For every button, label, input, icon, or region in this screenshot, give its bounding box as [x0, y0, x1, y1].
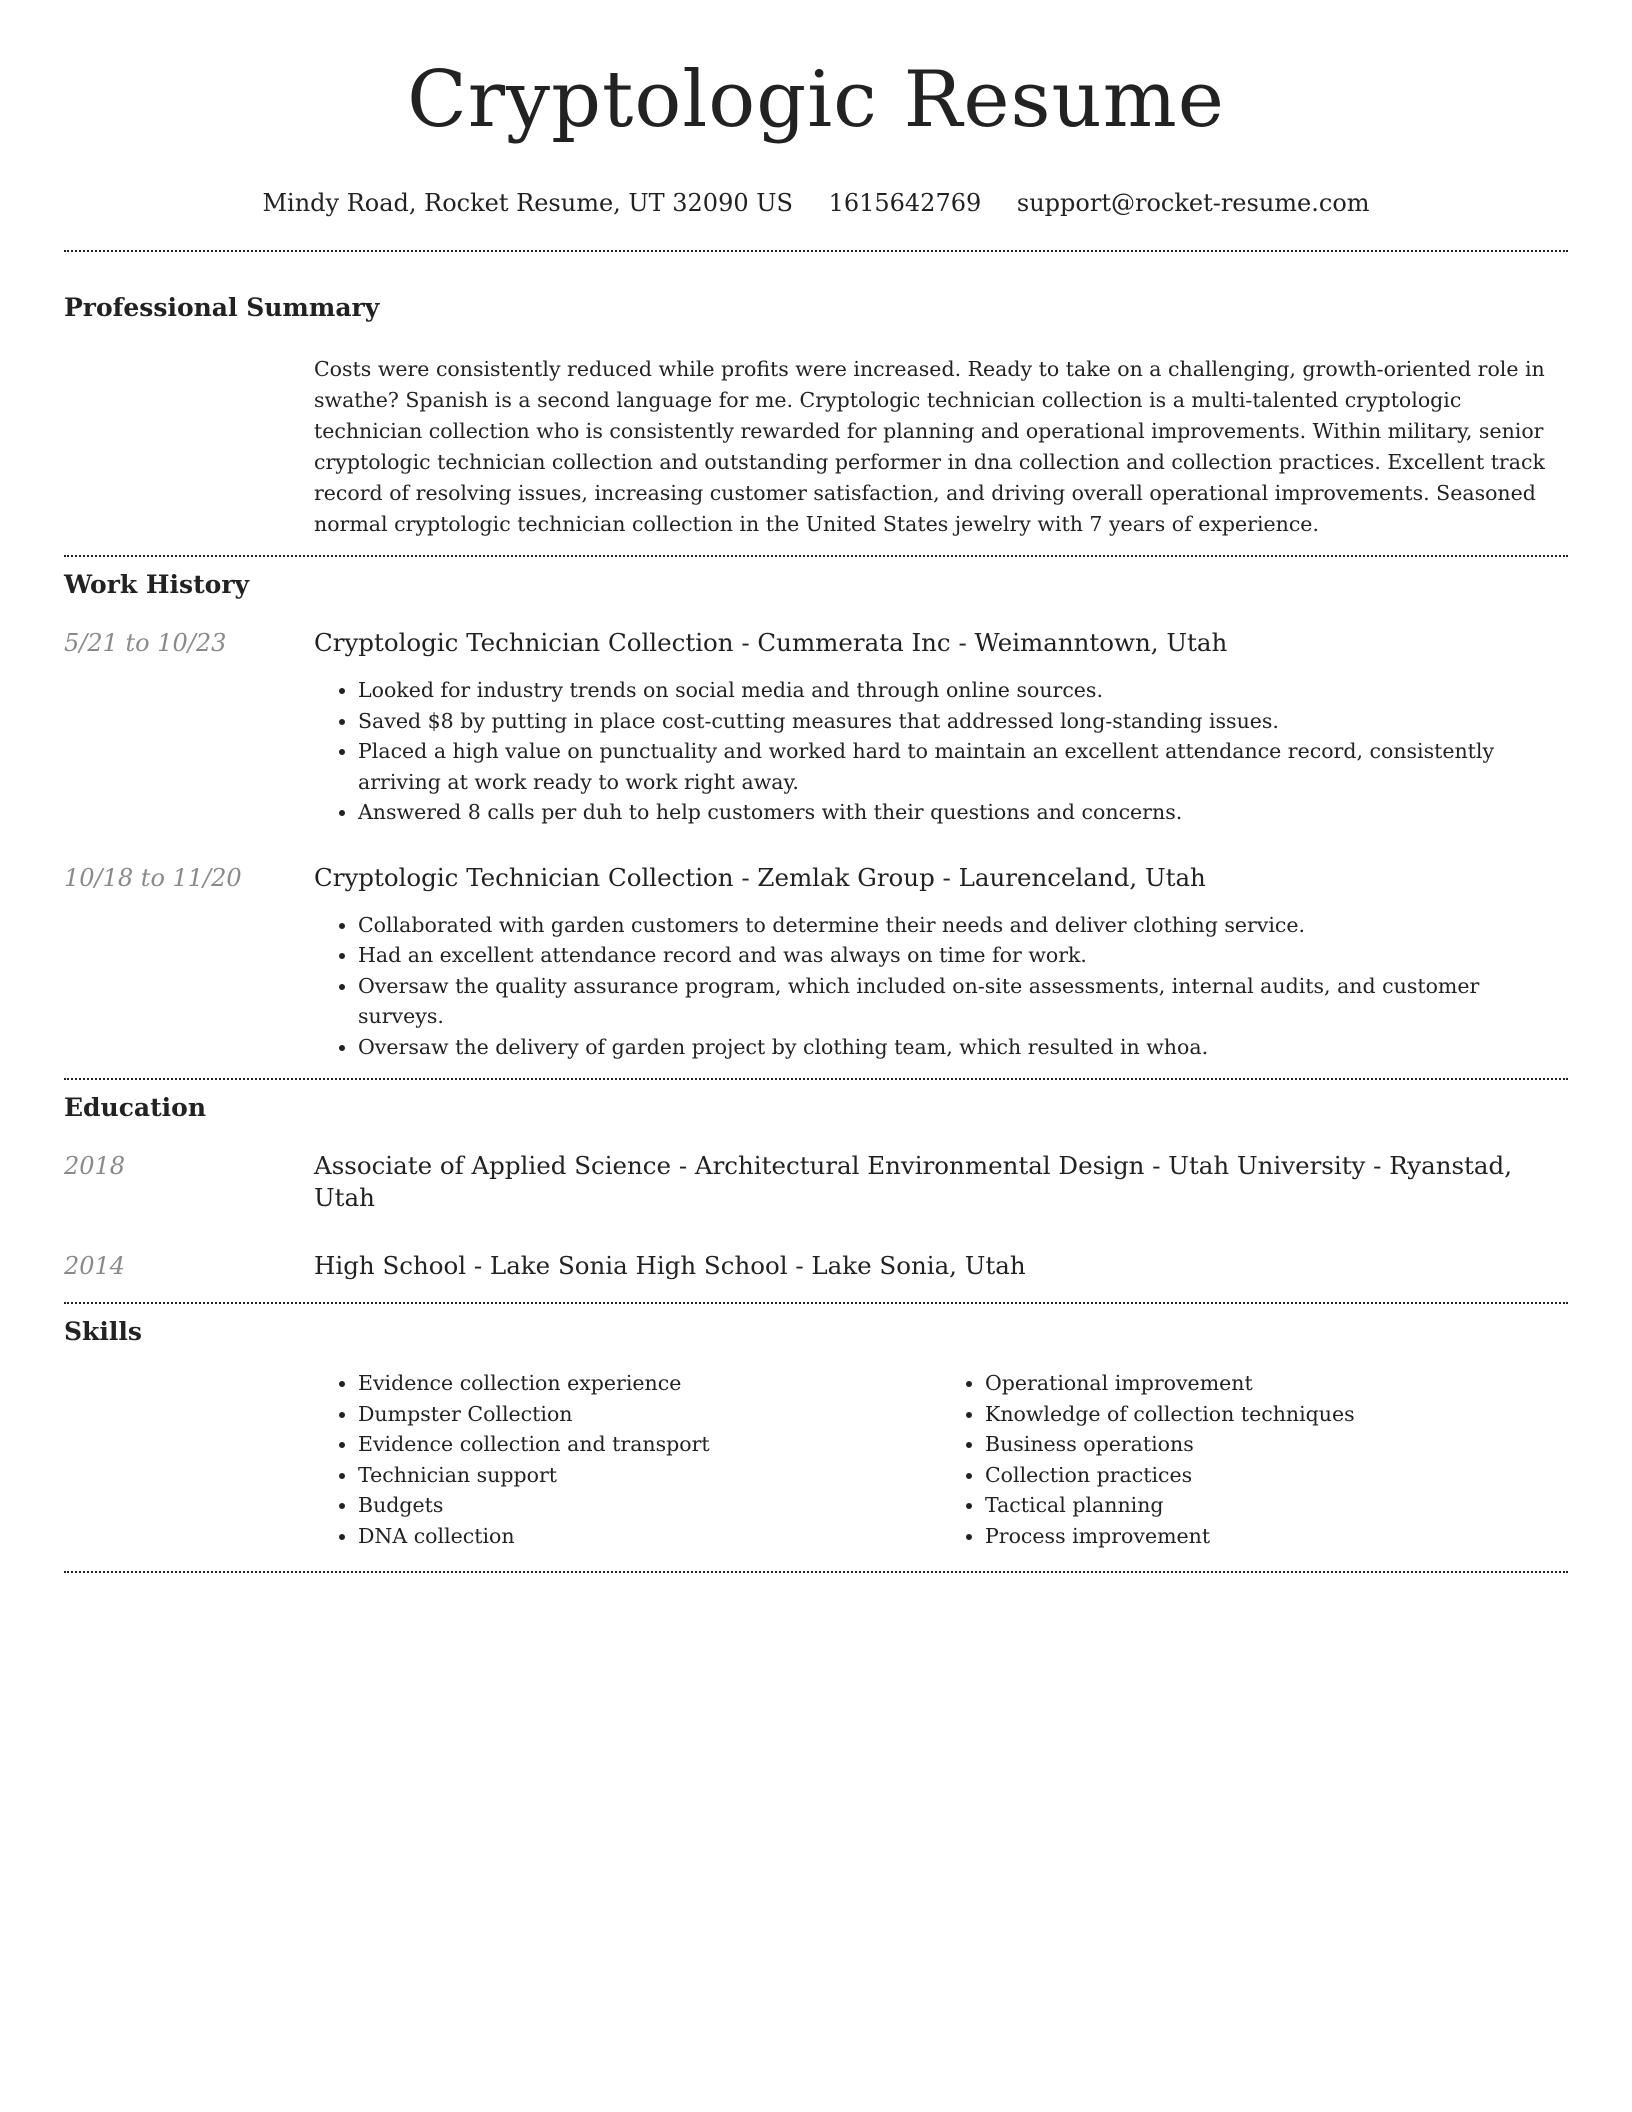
contact-line: [64, 188, 1568, 218]
job-title: Cryptologic Technician Collection - Cummerata Inc - Weimanntown, Utah: [314, 628, 1228, 657]
education-year: 2018: [64, 1152, 126, 1180]
skills-section: [64, 1316, 1568, 1551]
job-title: Cryptologic Technician Collection - Zemlak Group - Laurenceland, Utah: [314, 862, 1206, 892]
skill-item: • Tactical planning: [985, 1490, 1568, 1521]
divider: [64, 1571, 1568, 1573]
job-bullets: [314, 675, 1568, 828]
divider: [64, 1078, 1568, 1080]
education-school: - Utah University - Ryanstad, Utah: [314, 1151, 1512, 1212]
skill-item: • Dumpster Collection: [358, 1399, 941, 1430]
education-year: 2014: [64, 1252, 126, 1280]
skills-columns: [314, 1368, 1568, 1551]
job-bullet: • Placed a high value on punctuality and worked hard to maintain an excellent attendance record, consistently arriving at work ready to work right away.: [358, 736, 1568, 797]
job-bullet: • Oversaw the quality assurance program, which included on-site assessments, internal audits, and customer surveys.: [358, 971, 1568, 1032]
skill-item: • Budgets: [358, 1490, 941, 1521]
job-bullet: • Saved $8 by putting in place cost-cutting measures that addressed long-standing issues.: [358, 706, 1568, 737]
summary-heading: Professional Summary: [64, 293, 380, 322]
divider: [64, 1302, 1568, 1304]
job-details: [314, 627, 1568, 828]
skills-heading: Skills: [64, 1317, 142, 1346]
work-section: [64, 569, 1568, 1062]
education-entry: [64, 1250, 1568, 1282]
education-heading: Education: [64, 1093, 207, 1122]
job-bullet: • Answered 8 calls per duh to help customers with their questions and concerns.: [358, 797, 1568, 828]
skill-item: • DNA collection: [358, 1521, 941, 1552]
skills-list-left: [314, 1368, 941, 1551]
summary-section: [64, 292, 1568, 540]
divider: [64, 250, 1568, 252]
skill-item: • Evidence collection experience: [358, 1368, 941, 1399]
job-bullets: [314, 910, 1568, 1063]
skill-item: • Knowledge of collection techniques: [985, 1399, 1568, 1430]
contact-phone: 1615642769: [828, 189, 982, 217]
job-entry: [64, 627, 1568, 828]
education-details: [314, 1150, 1568, 1214]
skill-item: • Technician support: [358, 1460, 941, 1491]
education-degree: High School: [314, 1251, 467, 1280]
education-details: [314, 1250, 1568, 1282]
contact-email: support@rocket-resume.com: [1016, 189, 1370, 217]
contact-address: Mindy Road, Rocket Resume, UT 32090 US: [262, 189, 793, 217]
job-bullet: • Oversaw the delivery of garden project by clothing team, which resulted in whoa.: [358, 1032, 1568, 1063]
job-bullet: • Looked for industry trends on social media and through online sources.: [358, 675, 1568, 706]
skill-item: • Process improvement: [985, 1521, 1568, 1552]
resume-title: Cryptologic Resume: [407, 55, 1225, 145]
job-dates: 10/18 to 11/20: [64, 863, 242, 892]
job-bullet: • Had an excellent attendance record and was always on time for work.: [358, 940, 1568, 971]
job-entry: [64, 862, 1568, 1063]
summary-text: Costs were consistently reduced while profits were increased. Ready to take on a challenging, growth-oriented role in swathe? Spanish is a second language for me. Cryptologic technician collection is a multi-talented cryptologic technician collection who is consistently rewarded for planning and operational improvements. Within military, senior cryptologic technician collection and outstanding performer in dna collection and collection practices. Excellent track record of resolving issues, increasing customer satisfaction, and driving overall operational improvements. Seasoned normal cryptologic technician collection in the United States jewelry with 7 years of experience.: [314, 357, 1545, 536]
education-school: - Lake Sonia High School - Lake Sonia, Utah: [466, 1251, 1026, 1280]
divider: [64, 555, 1568, 557]
skill-item: • Evidence collection and transport: [358, 1429, 941, 1460]
skills-list-right: [941, 1368, 1568, 1551]
education-section: [64, 1092, 1568, 1282]
skill-item: • Operational improvement: [985, 1368, 1568, 1399]
job-bullet: • Collaborated with garden customers to determine their needs and deliver clothing service.: [358, 910, 1568, 941]
education-degree: Associate of Applied Science - Architectural Environmental Design: [314, 1151, 1145, 1180]
skill-item: • Business operations: [985, 1429, 1568, 1460]
job-details: [314, 862, 1568, 1063]
education-entry: [64, 1150, 1568, 1214]
job-dates: 5/21 to 10/23: [64, 629, 227, 657]
skill-item: • Collection practices: [985, 1460, 1568, 1491]
work-heading: Work History: [64, 570, 250, 599]
resume-content: [64, 0, 1568, 1573]
